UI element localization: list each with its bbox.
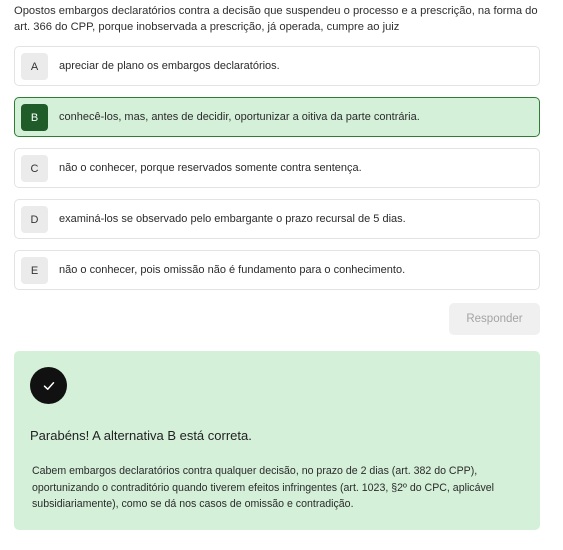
option-label: examiná-los se observado pelo embargante o prazo recursal de 5 dias.: [59, 213, 406, 225]
option-letter-badge: C: [21, 155, 48, 182]
feedback-title: Parabéns! A alternativa B está correta.: [30, 428, 252, 443]
option-e[interactable]: [14, 250, 540, 290]
option-d[interactable]: [14, 199, 540, 239]
submit-button[interactable]: Responder: [449, 303, 540, 335]
check-icon: [30, 367, 67, 404]
option-label: apreciar de plano os embargos declaratórios.: [59, 60, 280, 72]
option-letter-badge: A: [21, 53, 48, 80]
feedback-explanation: Cabem embargos declaratórios contra qualquer decisão, no prazo de 2 dias (art. 382 do CPP), oportunizando o contraditório quando tiverem efeitos infringentes (art. 1023, §2º do CPC, aplicável subsidiariamente), como se dá nos casos de omissão e contradição.: [32, 465, 495, 510]
option-c[interactable]: [14, 148, 540, 188]
option-a[interactable]: [14, 46, 540, 86]
check-icon-glyph: [42, 379, 56, 393]
option-letter-badge: B: [21, 104, 48, 131]
options-list: [14, 46, 540, 301]
option-b[interactable]: [14, 97, 540, 137]
question-text: Opostos embargos declaratórios contra a decisão que suspendeu o processo e a prescrição, na forma do art. 366 do CPP, porque inobservada a prescrição, já operada, cumpre ao juiz: [14, 5, 538, 33]
feedback-panel: [14, 351, 540, 530]
option-label: não o conhecer, pois omissão não é fundamento para o conhecimento.: [59, 264, 406, 276]
option-label: conhecê-los, mas, antes de decidir, oportunizar a oitiva da parte contrária.: [59, 111, 420, 123]
option-letter-badge: E: [21, 257, 48, 284]
option-letter-badge: D: [21, 206, 48, 233]
option-label: não o conhecer, porque reservados somente contra sentença.: [59, 162, 362, 174]
